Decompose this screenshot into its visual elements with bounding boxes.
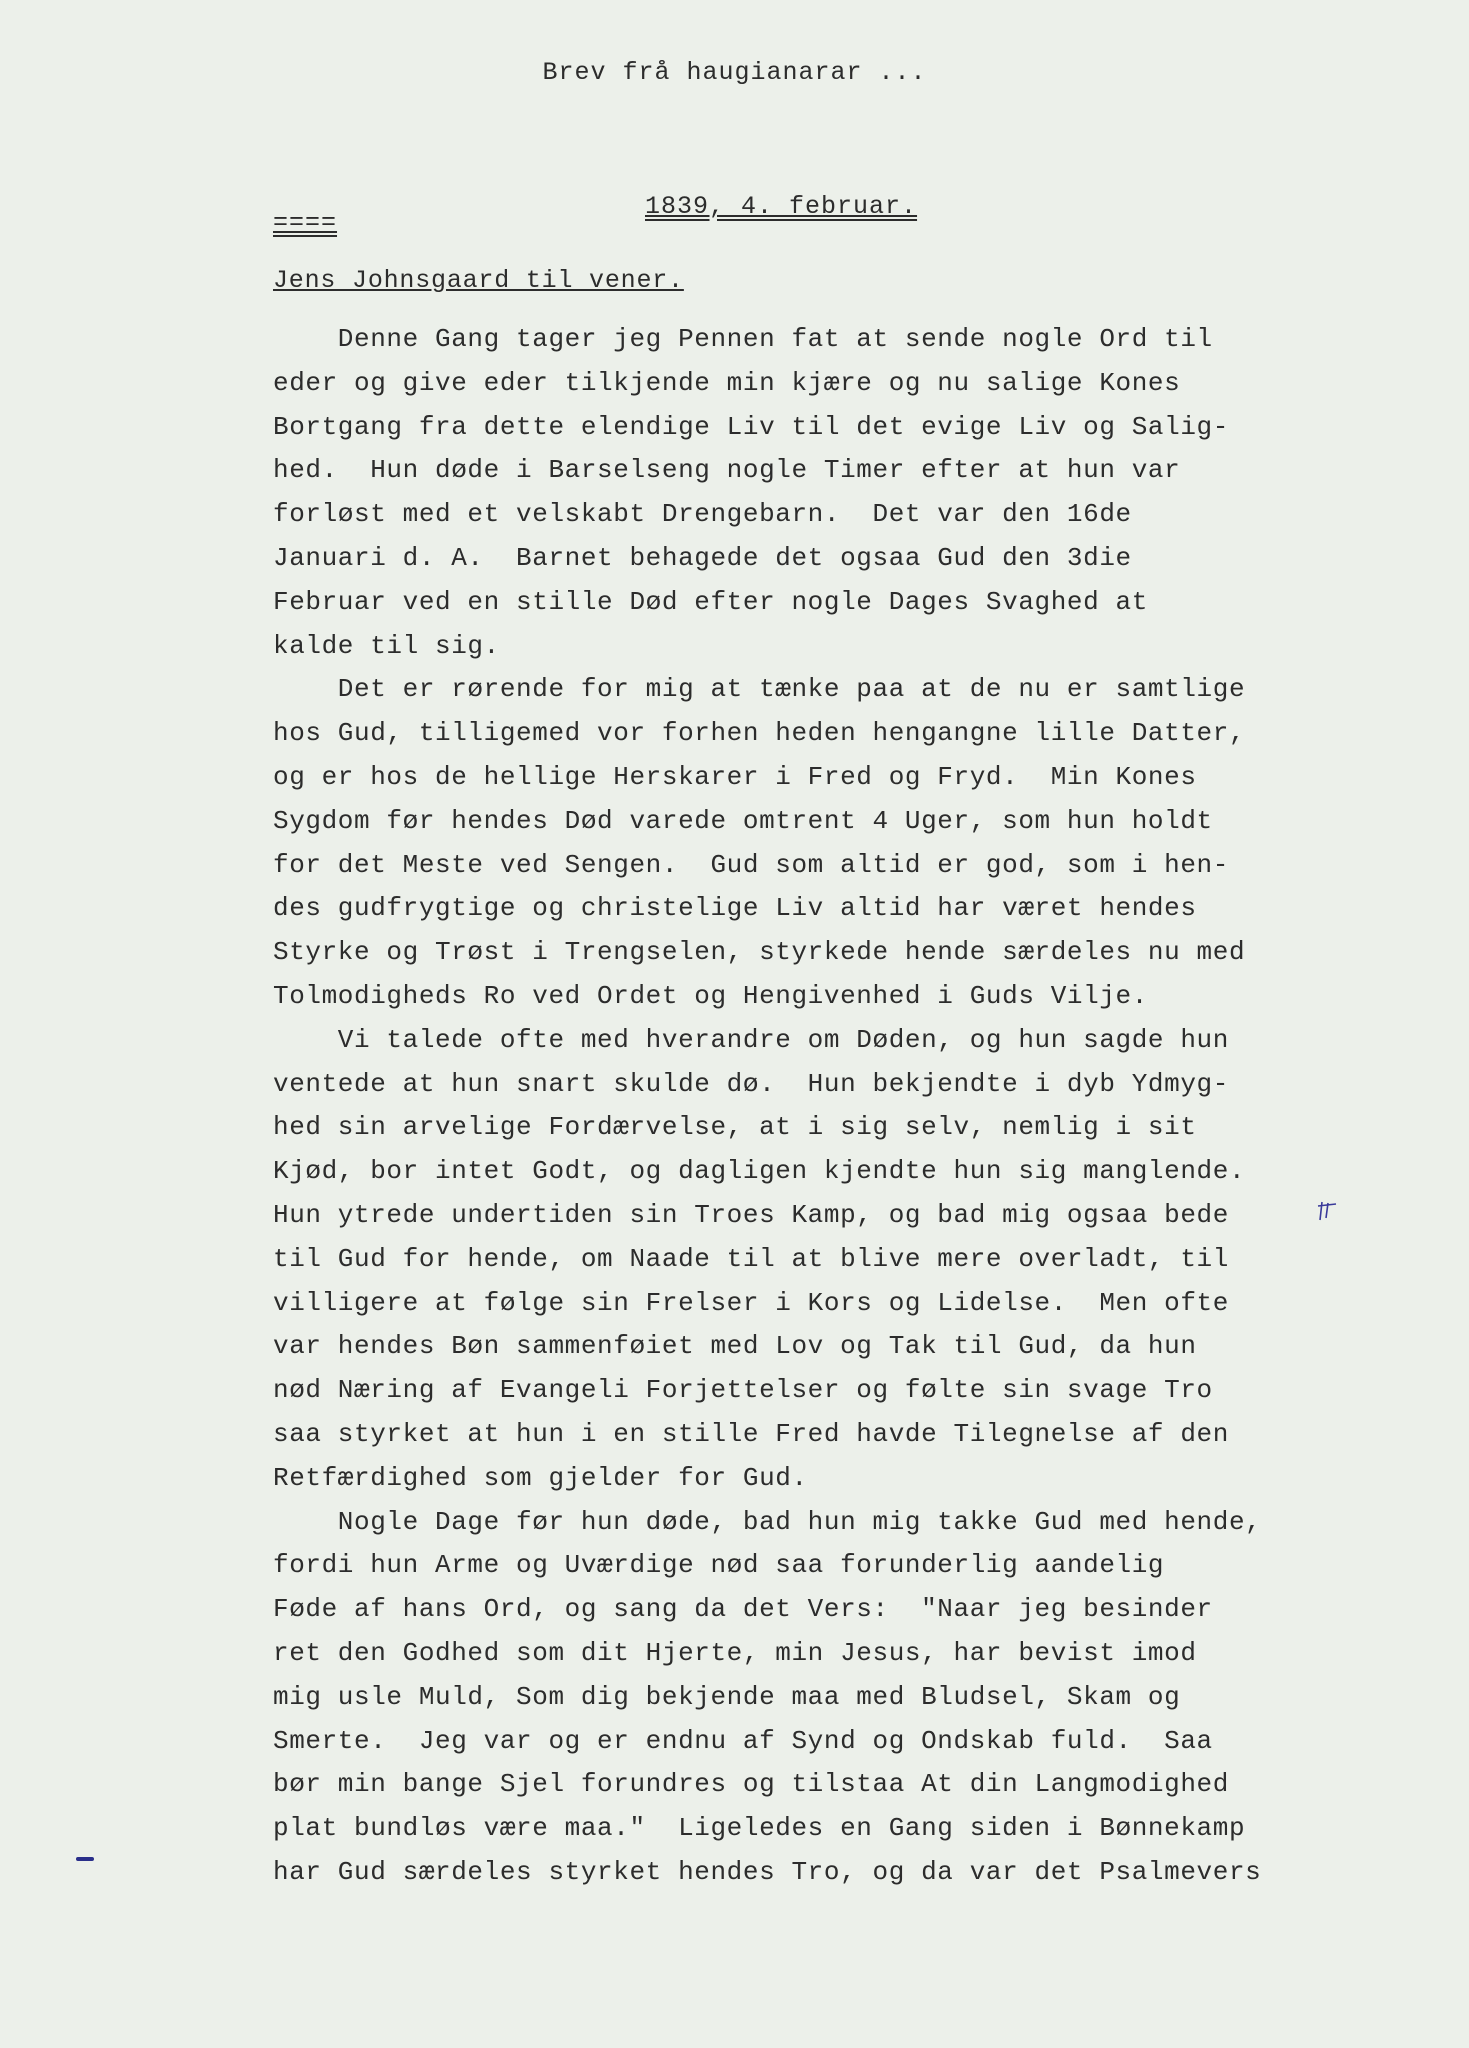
body-line: ventede at hun snart skulde dø. Hun bekjendte i dyb Ydmyg- bbox=[273, 1068, 1229, 1099]
body-line: for det Meste ved Sengen. Gud som altid er god, som i hen- bbox=[273, 849, 1229, 880]
body-line: kalde til sig. bbox=[273, 630, 500, 661]
page-header: Brev frå haugianarar ... bbox=[542, 58, 927, 87]
addressee-line: Jens Johnsgaard til vener. bbox=[273, 266, 684, 295]
body-line: saa styrket at hun i en stille Fred havde Tilegnelse af den bbox=[273, 1418, 1229, 1449]
body-line: Tolmodigheds Ro ved Ordet og Hengivenhed i Guds Vilje. bbox=[273, 980, 1148, 1011]
body-line: Retfærdighed som gjelder for Gud. bbox=[273, 1462, 808, 1493]
body-line: plat bundløs være maa." Ligeledes en Gang siden i Bønnekamp bbox=[273, 1813, 1246, 1844]
body-line: Bortgang fra dette elendige Liv til det evige Liv og Salig- bbox=[273, 411, 1229, 442]
body-line: Denne Gang tager jeg Pennen fat at sende nogle Ord til bbox=[273, 324, 1213, 354]
body-line: Smerte. Jeg var og er endnu af Synd og Ondskab fuld. Saa bbox=[273, 1725, 1213, 1756]
body-line: mig usle Muld, Som dig bekjende maa med Bludsel, Skam og bbox=[273, 1681, 1181, 1712]
body-line: eder og give eder tilkjende min kjære og nu salige Kones bbox=[273, 367, 1181, 398]
body-line: des gudfrygtige og christelige Liv altid har været hendes bbox=[273, 893, 1197, 924]
body-line: Sygdom før hendes Død varede omtrent 4 Uger, som hun holdt bbox=[273, 805, 1213, 836]
margin-dash-mark bbox=[76, 1857, 94, 1861]
body-line: Det er rørende for mig at tænke paa at de nu er samtlige bbox=[273, 674, 1246, 705]
body-line: og er hos de hellige Herskarer i Fred og Fryd. Min Kones bbox=[273, 761, 1197, 792]
body-line: Kjød, bor intet Godt, og dagligen kjendte hun sig manglende. bbox=[273, 1156, 1246, 1187]
body-line: til Gud for hende, om Naade til at blive mere overladt, til bbox=[273, 1243, 1229, 1274]
left-marks: ==== bbox=[273, 208, 338, 237]
letter-body bbox=[273, 318, 1373, 1895]
body-line: Vi talede ofte med hverandre om Døden, og hun sagde hun bbox=[273, 1024, 1229, 1055]
body-line: hed sin arvelige Fordærvelse, at i sig selv, nemlig i sit bbox=[273, 1112, 1197, 1143]
body-line: hos Gud, tilligemed vor forhen heden hengangne lille Datter, bbox=[273, 718, 1246, 749]
body-line: Februar ved en stille Død efter nogle Dages Svaghed at bbox=[273, 586, 1148, 617]
body-line: Januari d. A. Barnet behagede det ogsaa Gud den 3die bbox=[273, 542, 1132, 573]
body-line: Styrke og Trøst i Trengselen, styrkede hende særdeles nu med bbox=[273, 937, 1246, 968]
body-line: nød Næring af Evangeli Forjettelser og følte sin svage Tro bbox=[273, 1375, 1213, 1406]
body-line: har Gud særdeles styrket hendes Tro, og da var det Psalmevers bbox=[273, 1856, 1262, 1887]
body-line: fordi hun Arme og Uværdige nød saa forunderlig aandelig bbox=[273, 1550, 1165, 1581]
body-line: Nogle Dage før hun døde, bad hun mig takke Gud med hende, bbox=[273, 1506, 1262, 1537]
body-line: var hendes Bøn sammenføiet med Lov og Tak til Gud, da hun bbox=[273, 1331, 1197, 1362]
body-line: Føde af hans Ord, og sang da det Vers: "Naar jeg besinder bbox=[273, 1594, 1213, 1625]
ink-correction-mark bbox=[1316, 1200, 1338, 1222]
body-line: bør min bange Sjel forundres og tilstaa At din Langmodighed bbox=[273, 1769, 1229, 1800]
body-line: Hun ytrede undertiden sin Troes Kamp, og bad mig ogsaa bede bbox=[273, 1199, 1229, 1230]
body-line: villigere at følge sin Frelser i Kors og Lidelse. Men ofte bbox=[273, 1287, 1229, 1318]
body-line: forløst med et velskabt Drengebarn. Det var den 16de bbox=[273, 499, 1132, 530]
date-heading: 1839, 4. februar. bbox=[645, 192, 918, 221]
body-line: ret den Godhed som dit Hjerte, min Jesus, har bevist imod bbox=[273, 1637, 1197, 1668]
body-line: hed. Hun døde i Barselseng nogle Timer efter at hun var bbox=[273, 455, 1181, 486]
